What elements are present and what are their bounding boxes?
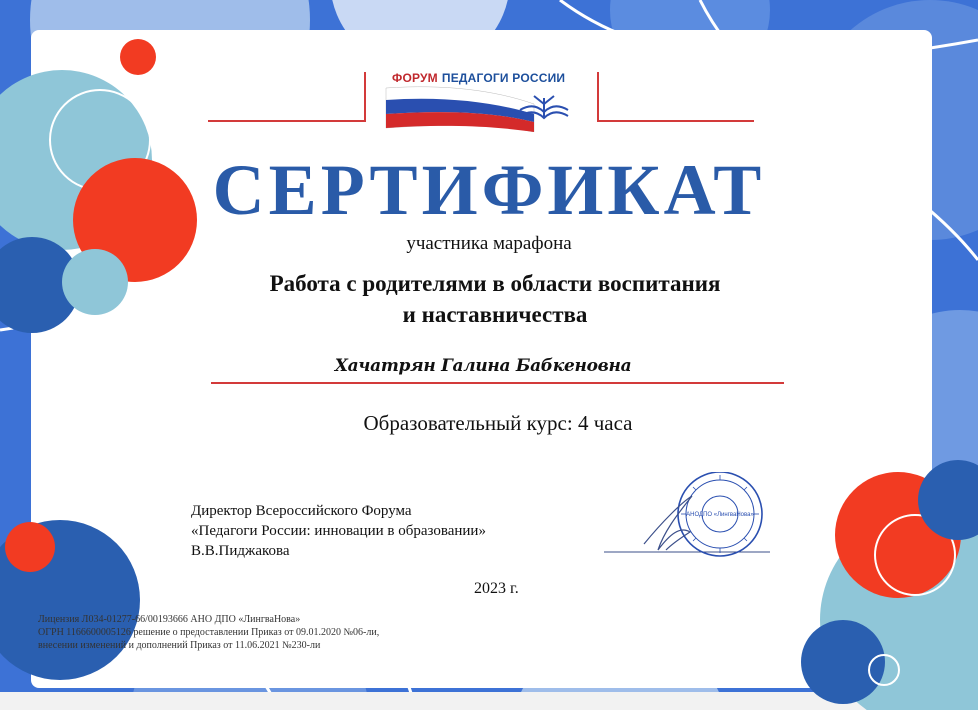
director-line1: Директор Всероссийского Форума xyxy=(191,503,412,519)
stamp-center-text: АНОДПО «ЛингваНова» xyxy=(686,512,754,518)
director-line3: В.В.Пиджакова xyxy=(191,543,290,559)
license-line1: Лицензия Л034-01277-66/00193666 АНО ДПО «ЛингваНова» xyxy=(38,614,301,625)
issue-year: 2023 г. xyxy=(474,580,519,597)
recipient-underline xyxy=(211,382,784,384)
logo-part1: ФОРУМ xyxy=(392,71,438,85)
license-block xyxy=(38,613,379,652)
header-rule-left xyxy=(208,120,365,122)
forum-logo-flag-icon xyxy=(384,84,584,132)
logo-part2: ПЕДАГОГИ РОССИИ xyxy=(441,71,566,85)
header-rule-left-tick xyxy=(364,72,366,122)
course-title-line1: Работа с родителями в области воспитания xyxy=(269,271,721,296)
recipient-name: Хачатрян Галина Бабкеновна xyxy=(334,356,632,376)
forum-logo-text xyxy=(392,71,592,85)
certificate-subtitle: участника марафона xyxy=(406,233,572,254)
course-info: Образовательный курс: 4 часа xyxy=(363,411,633,435)
course-title xyxy=(0,268,978,330)
certificate-title: СЕРТИФИКАТ xyxy=(212,150,766,230)
director-line2: «Педагоги России: инновации в образовании» xyxy=(191,523,486,539)
course-title-line2: и наставничества xyxy=(402,302,588,327)
license-line2: ОГРН 1166600005126 решение о предоставлении Приказ от 09.01.2020 №06-ли, xyxy=(38,627,380,638)
header-rule-right-tick xyxy=(597,72,599,122)
license-line3: внесении изменений и дополнений Приказ от 11.06.2021 №230-ли xyxy=(38,640,321,651)
header-rule-right xyxy=(597,120,754,122)
stamp-seal xyxy=(604,472,774,562)
director-block xyxy=(191,501,486,561)
